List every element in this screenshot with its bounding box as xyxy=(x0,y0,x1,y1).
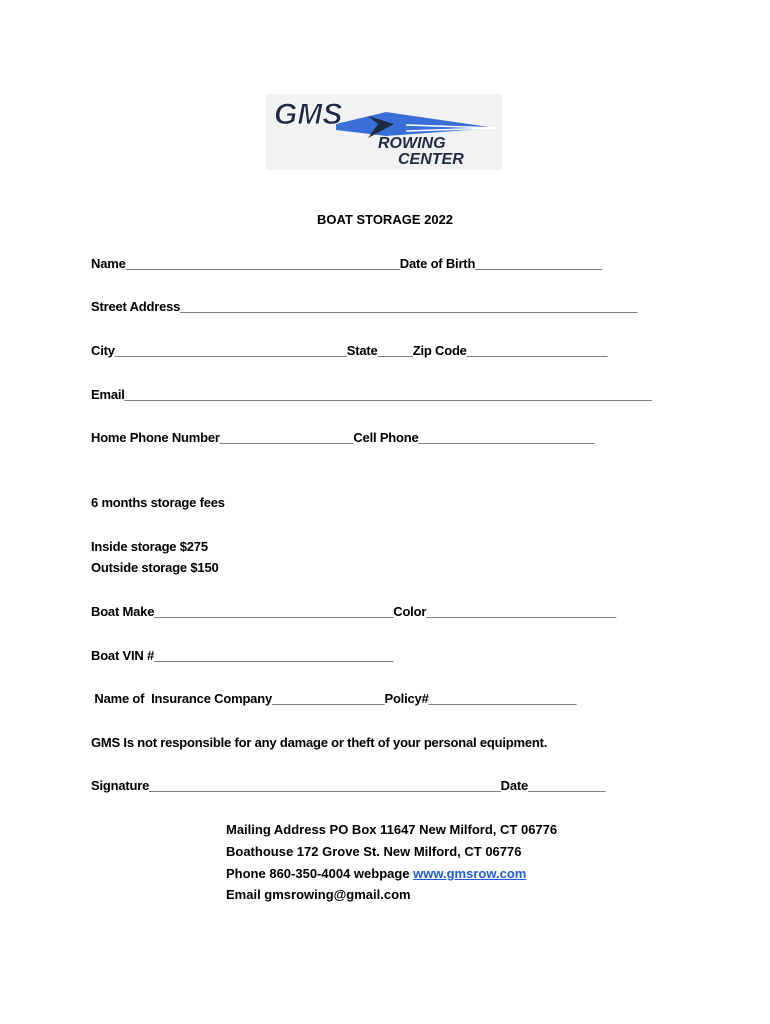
logo-oar-shape xyxy=(336,112,496,136)
zip-field[interactable]: Zip Code____________________ xyxy=(412,343,608,358)
boathouse-address: Boathouse 172 Grove St. New Milford, CT 06776 xyxy=(226,844,522,859)
logo-gms-text: GMS xyxy=(274,98,343,131)
form-title: BOAT STORAGE 2022 xyxy=(316,212,454,227)
boat-color-field[interactable]: Color___________________________ xyxy=(393,604,617,619)
mailing-address: Mailing Address PO Box 11647 New Milford, CT 06776 xyxy=(226,822,558,837)
name-field[interactable]: Name_______________________________________ xyxy=(91,256,400,271)
insurance-company-field[interactable]: Name of Insurance Company________________ xyxy=(91,691,385,706)
phone-row xyxy=(91,430,594,446)
boat-make-color-row xyxy=(91,604,616,620)
contact-email: Email gmsrowing@gmail.com xyxy=(226,887,411,902)
home-phone-field[interactable]: Home Phone Number___________________ xyxy=(91,430,354,445)
date-field[interactable]: Date___________ xyxy=(500,778,606,793)
liability-disclaimer: GMS Is not responsible for any damage or theft of your personal equipment. xyxy=(91,735,548,750)
logo-rowing-text: ROWING xyxy=(378,135,446,152)
inside-storage-fee: Inside storage $275 xyxy=(91,539,208,554)
phone-text: Phone 860-350-4004 webpage xyxy=(226,866,414,881)
insurance-row xyxy=(91,691,576,707)
website-link[interactable]: www.gmsrow.com xyxy=(413,866,527,881)
signature-field[interactable]: Signature__________________________________________________ xyxy=(91,778,501,793)
fees-heading: 6 months storage fees xyxy=(91,495,225,510)
city-state-zip-row xyxy=(91,343,607,359)
email-field[interactable]: Email___________________________________________________________________________ xyxy=(91,387,652,402)
phone-webpage-line xyxy=(226,866,526,882)
logo-graphic xyxy=(266,94,502,170)
cell-phone-field[interactable]: Cell Phone_________________________ xyxy=(353,430,595,445)
boat-make-field[interactable]: Boat Make__________________________________ xyxy=(91,604,394,619)
logo-center-text: CENTER xyxy=(398,151,464,168)
signature-row xyxy=(91,778,605,794)
gms-rowing-center-logo xyxy=(266,94,502,170)
policy-number-field[interactable]: Policy#_____________________ xyxy=(384,691,577,706)
state-field[interactable]: State_____ xyxy=(346,343,413,358)
city-field[interactable]: City_________________________________ xyxy=(91,343,347,358)
name-dob-row xyxy=(91,256,602,272)
street-address-field[interactable]: Street Address_________________________________________________________________ xyxy=(91,299,638,314)
dob-field[interactable]: Date of Birth__________________ xyxy=(399,256,602,271)
outside-storage-fee: Outside storage $150 xyxy=(91,560,219,575)
boat-vin-field[interactable]: Boat VIN #__________________________________ xyxy=(91,648,394,663)
